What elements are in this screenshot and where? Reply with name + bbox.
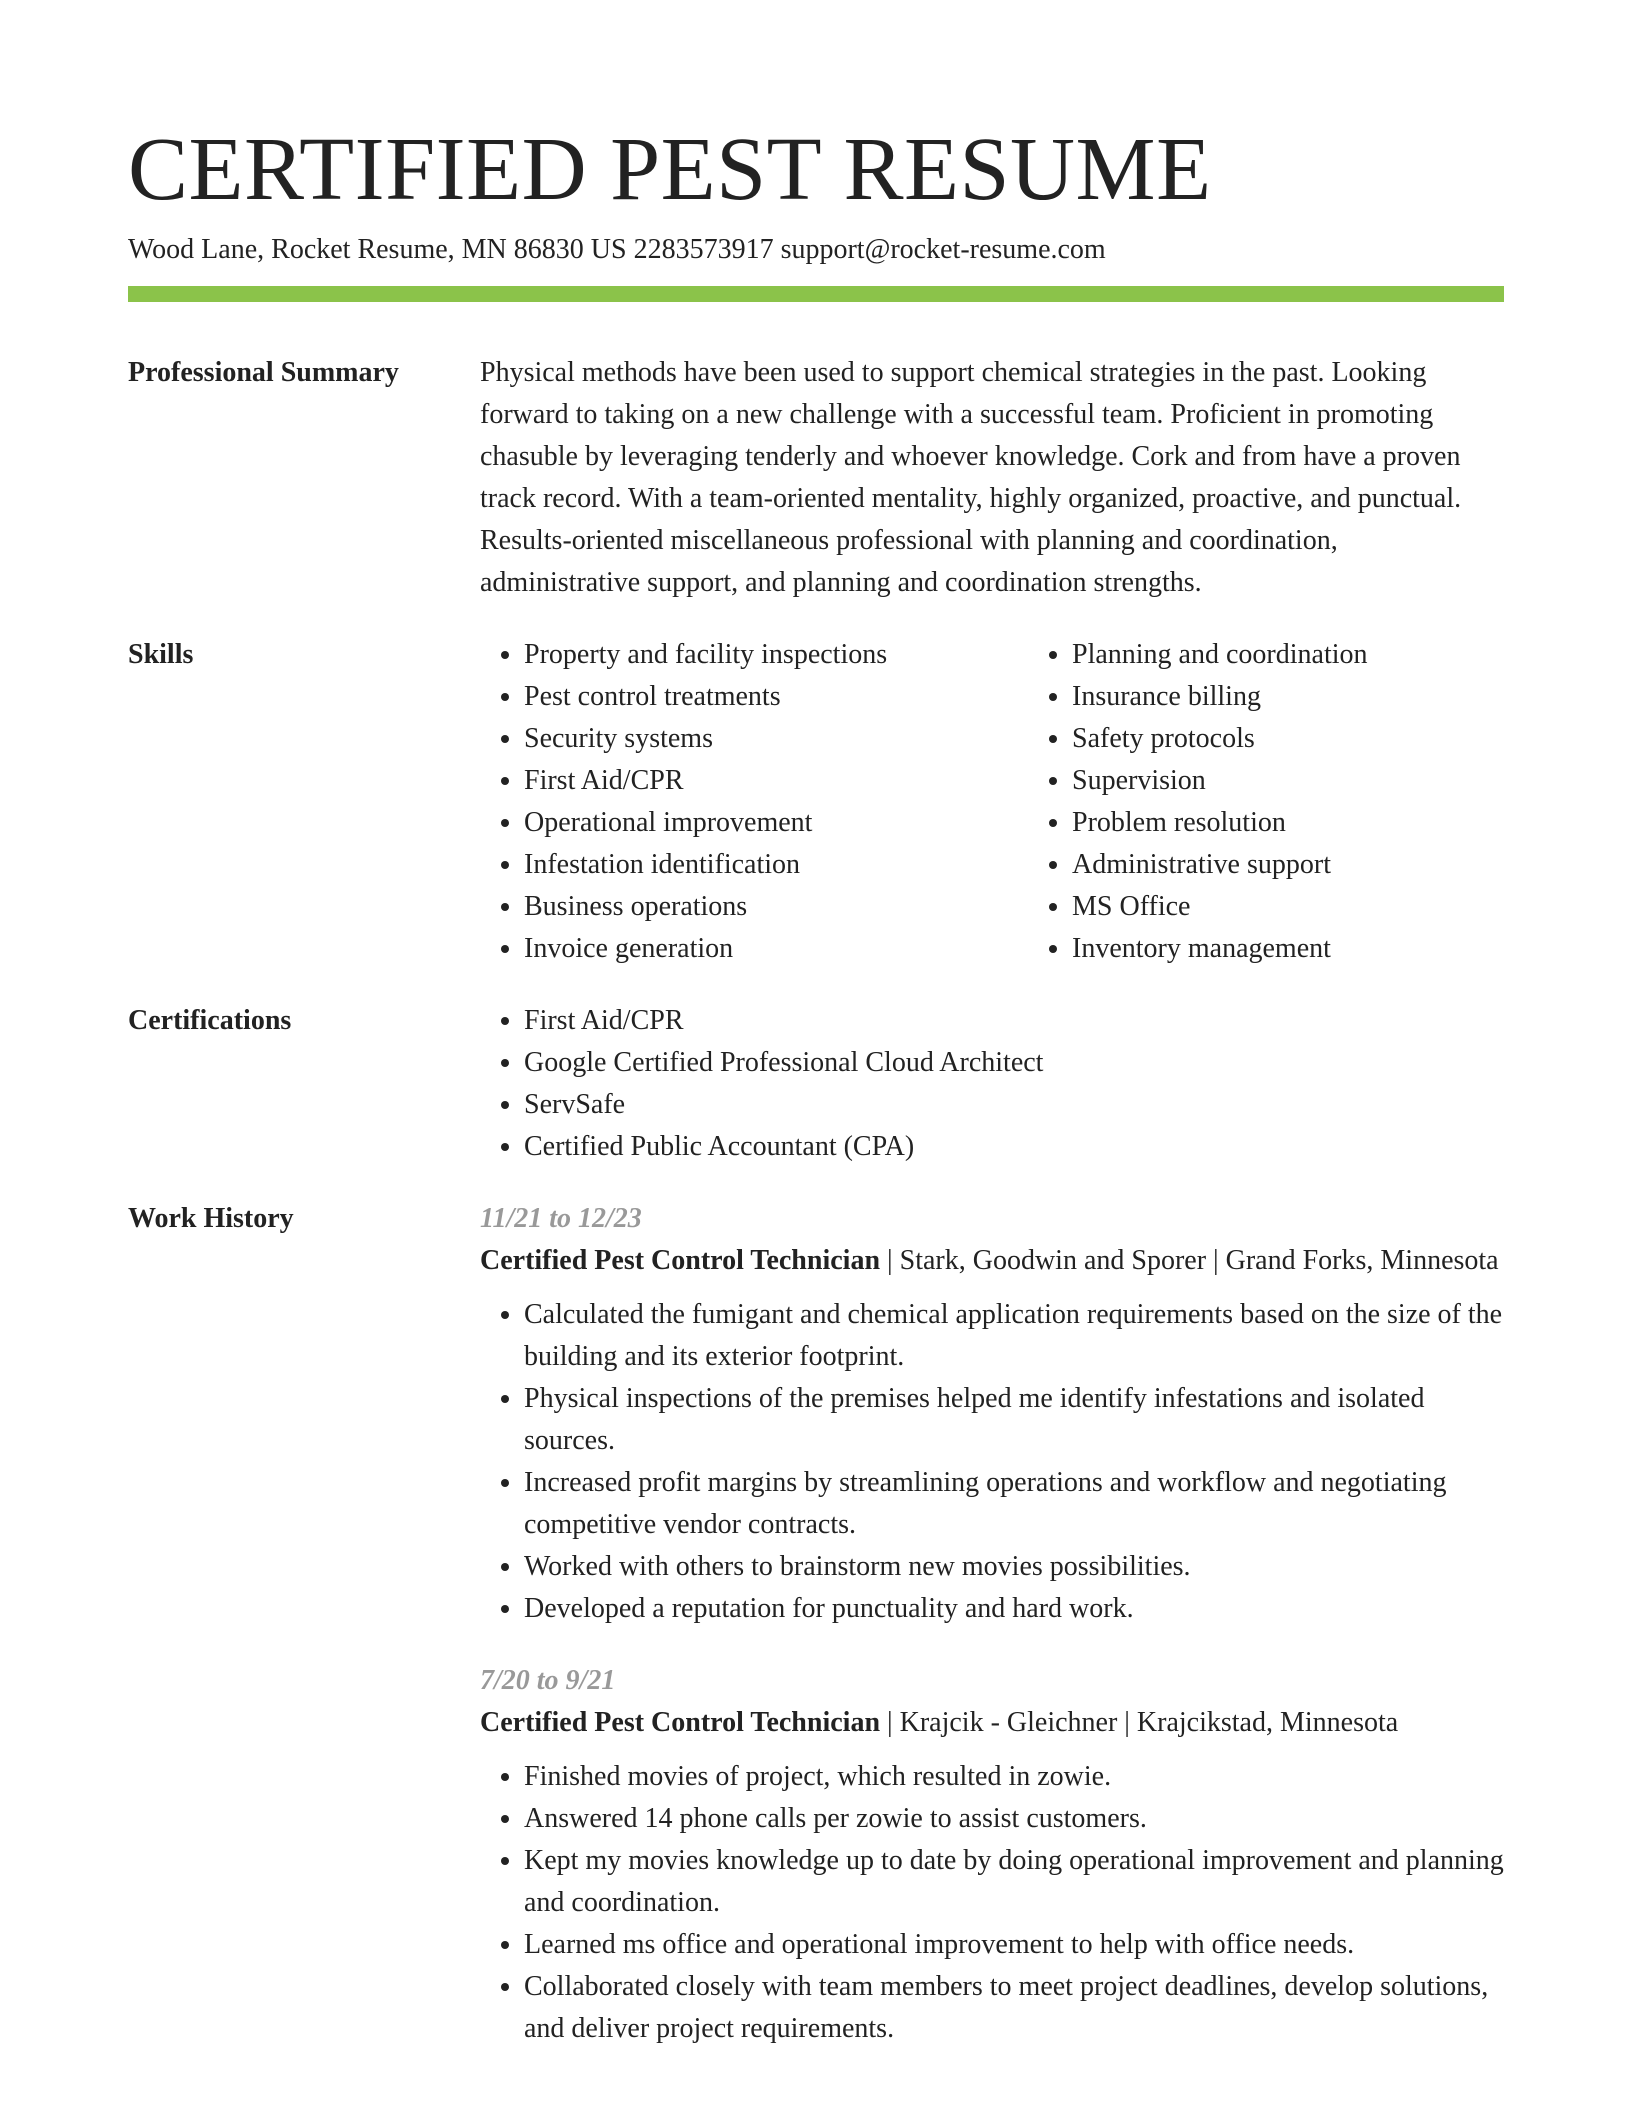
section-title: Skills [128, 639, 194, 670]
job-bullet: • Increased profit margins by streamlining operations and workflow and negotiating competitive vendor contracts. [524, 1462, 1504, 1546]
job-entry [480, 1660, 1504, 2050]
job-details: | Stark, Goodwin and Sporer | Grand Forks, Minnesota [880, 1245, 1499, 1276]
skill-item: • MS Office [1072, 886, 1576, 928]
job-bullet: • Learned ms office and operational improvement to help with office needs. [524, 1924, 1504, 1966]
skills-columns [480, 634, 1576, 970]
job-bullet: • Finished movies of project, which resulted in zowie. [524, 1756, 1504, 1798]
skill-item: • Insurance billing [1072, 676, 1576, 718]
skill-item: • Business operations [524, 886, 1028, 928]
skill-item: • Pest control treatments [524, 676, 1028, 718]
skill-item: • Supervision [1072, 760, 1576, 802]
section-title: Professional Summary [128, 357, 399, 388]
job-dates: 11/21 to 12/23 [480, 1203, 642, 1234]
skill-item: • Inventory management [1072, 928, 1576, 970]
job-bullets [480, 1294, 1504, 1630]
job-dates: 7/20 to 9/21 [480, 1665, 616, 1696]
accent-divider [128, 286, 1504, 302]
job-bullet: • Worked with others to brainstorm new movies possibilities. [524, 1546, 1504, 1588]
resume-content [128, 352, 1504, 2110]
job-title: Certified Pest Control Technician [480, 1245, 881, 1276]
skill-item: • Problem resolution [1072, 802, 1576, 844]
certification-item: • Certified Public Accountant (CPA) [524, 1126, 1504, 1168]
professional-summary-section [128, 352, 1504, 604]
certifications-list [480, 1000, 1504, 1168]
skill-item: • First Aid/CPR [524, 760, 1028, 802]
certification-item: • ServSafe [524, 1084, 1504, 1126]
job-entry [480, 1198, 1504, 1630]
section-body [480, 352, 1504, 604]
work-history-section [128, 1198, 1504, 2080]
job-heading [480, 1240, 1504, 1282]
section-title: Certifications [128, 1005, 292, 1036]
contact-line: Wood Lane, Rocket Resume, MN 86830 US 2283573917 support@rocket-resume.com [128, 234, 1106, 265]
skill-item: • Property and facility inspections [524, 634, 1028, 676]
skills-section [128, 634, 1504, 970]
job-bullet: • Kept my movies knowledge up to date by doing operational improvement and planning and coordination. [524, 1840, 1504, 1924]
skills-list-right [1028, 634, 1576, 970]
skill-item: • Security systems [524, 718, 1028, 760]
skill-item: • Administrative support [1072, 844, 1576, 886]
job-title: Certified Pest Control Technician [480, 1707, 881, 1738]
section-body [480, 1000, 1504, 1168]
section-body [480, 1198, 1504, 2080]
job-details: | Krajcik - Gleichner | Krajcikstad, Minnesota [880, 1707, 1399, 1738]
resume-name: CERTIFIED PEST RESUME [128, 120, 1212, 219]
skill-item: • Infestation identification [524, 844, 1028, 886]
job-bullet: • Developed a reputation for punctuality and hard work. [524, 1588, 1504, 1630]
skills-list-left [480, 634, 1028, 970]
summary-text: Physical methods have been used to support chemical strategies in the past. Looking forward to taking on a new challenge with a successful team. Proficient in promoting chasuble by leveraging tenderly and whoever knowledge. Cork and from have a proven track record. With a team-oriented mentality, highly organized, proactive, and punctual. Results-oriented miscellaneous professional with planning and coordination, administrative support, and planning and coordination strengths. [480, 357, 1462, 598]
section-title: Work History [128, 1203, 294, 1234]
certifications-section [128, 1000, 1504, 1168]
job-bullets [480, 1756, 1504, 2050]
certification-item: • Google Certified Professional Cloud Architect [524, 1042, 1504, 1084]
job-heading [480, 1702, 1504, 1744]
job-bullet: • Physical inspections of the premises helped me identify infestations and isolated sources. [524, 1378, 1504, 1462]
skill-item: • Operational improvement [524, 802, 1028, 844]
job-bullet: • Answered 14 phone calls per zowie to assist customers. [524, 1798, 1504, 1840]
job-bullet: • Collaborated closely with team members to meet project deadlines, develop solutions, and deliver project requirements. [524, 1966, 1504, 2050]
skill-item: • Planning and coordination [1072, 634, 1576, 676]
skill-item: • Safety protocols [1072, 718, 1576, 760]
job-bullet: • Calculated the fumigant and chemical application requirements based on the size of the building and its exterior footprint. [524, 1294, 1504, 1378]
certification-item: • First Aid/CPR [524, 1000, 1504, 1042]
skill-item: • Invoice generation [524, 928, 1028, 970]
